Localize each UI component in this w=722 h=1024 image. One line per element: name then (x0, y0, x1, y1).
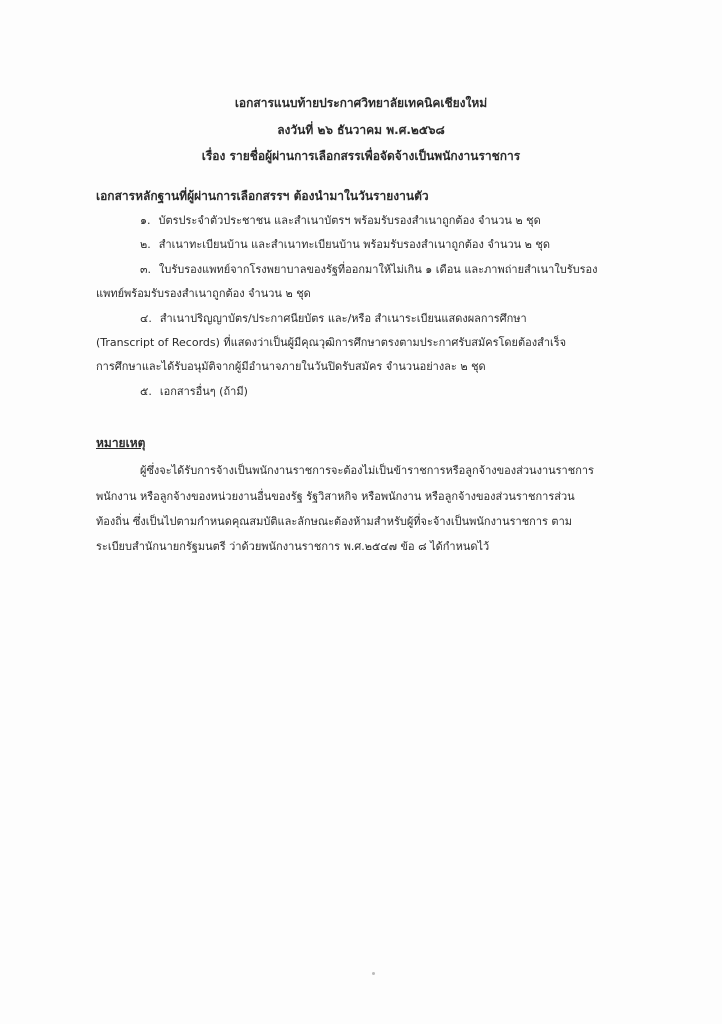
list-item-continuation: (Transcript of Records) ที่แสดงว่าเป็นผู้มีคุณวุฒิการศึกษาตรงตามประกาศรับสมัครโดยต้องสำเร็จ (96, 336, 567, 349)
list-item-number: ๓. (140, 263, 152, 276)
list-item-number: ๒. (140, 238, 151, 251)
list-item-text: ใบรับรองแพทย์จากโรงพยาบาลของรัฐที่ออกมาให้ไม่เกิน ๑ เดือน และภาพถ่ายสำเนาใบรับรอง (159, 263, 598, 276)
header-date: ลงวันที่ ๒๖ ธันวาคม พ.ศ.๒๕๖๘ (277, 123, 445, 137)
list-item-number: ๔. (140, 312, 152, 325)
list-item-number: ๑. (140, 214, 151, 227)
remark-line: ท้องถิ่น ซึ่งเป็นไปตามกำหนดคุณสมบัติและลักษณะต้องห้ามสำหรับผู้ที่จะจ้างเป็นพนักงานราชการ ตาม (96, 515, 572, 528)
list-item (140, 213, 541, 229)
documents-section-title: เอกสารหลักฐานที่ผู้ผ่านการเลือกสรรฯ ต้องนำมาในวันรายงานตัว (96, 189, 429, 203)
list-item-number: ๕. (140, 385, 152, 398)
list-item (140, 237, 550, 253)
list-item-text: เอกสารอื่นๆ (ถ้ามี) (159, 385, 248, 398)
remark-line: พนักงาน หรือลูกจ้างของหน่วยงานอื่นของรัฐ รัฐวิสาหกิจ หรือพนักงาน หรือลูกจ้างของส่วนราชการส่วน (96, 490, 575, 503)
list-item-text: สำเนาปริญญาบัตร/ประกาศนียบัตร และ/หรือ สำเนาระเบียนแสดงผลการศึกษา (159, 312, 527, 325)
list-item (140, 262, 598, 278)
remark-line: ผู้ซึ่งจะได้รับการจ้างเป็นพนักงานราชการจะต้องไม่เป็นข้าราชการหรือลูกจ้างของส่วนงานราชการ (140, 464, 594, 477)
list-item-continuation: แพทย์พร้อมรับรองสำเนาถูกต้อง จำนวน ๒ ชุด (96, 287, 311, 300)
scan-speck (372, 972, 375, 975)
list-item-text: บัตรประจำตัวประชาชน และสำเนาบัตรฯ พร้อมรับรองสำเนาถูกต้อง จำนวน ๒ ชุด (158, 214, 541, 227)
list-item (140, 311, 527, 327)
list-item (140, 384, 248, 400)
remark-title: หมายเหตุ (96, 436, 146, 450)
list-item-continuation: การศึกษาและได้รับอนุมัติจากผู้มีอำนาจภายในวันปิดรับสมัคร จำนวนอย่างละ ๒ ชุด (96, 360, 486, 373)
header-title: เอกสารแนบท้ายประกาศวิทยาลัยเทคนิคเชียงใหม่ (234, 96, 488, 110)
remark-line: ระเบียบสำนักนายกรัฐมนตรี ว่าด้วยพนักงานราชการ พ.ศ.๒๕๔๗ ข้อ ๘ ได้กำหนดไว้ (96, 540, 490, 553)
header-subject: เรื่อง รายชื่อผู้ผ่านการเลือกสรรเพื่อจัดจ้างเป็นพนักงานราชการ (201, 149, 521, 163)
list-item-text: สำเนาทะเบียนบ้าน และสำเนาทะเบียนบ้าน พร้อมรับรองสำเนาถูกต้อง จำนวน ๒ ชุด (158, 238, 551, 251)
